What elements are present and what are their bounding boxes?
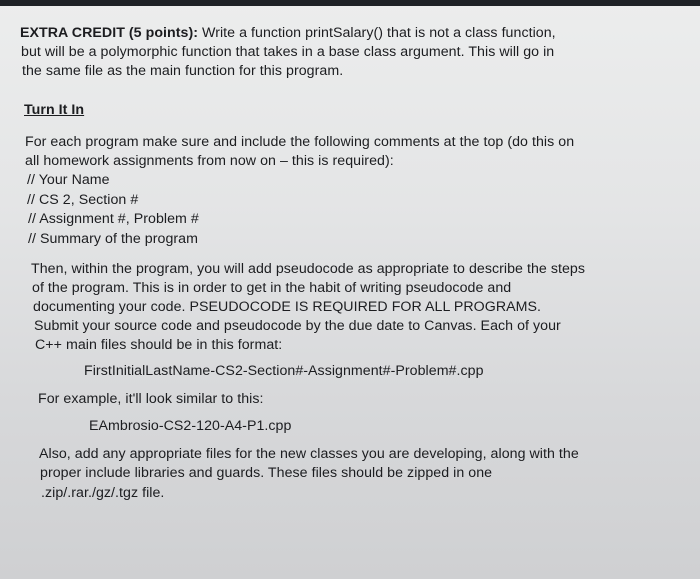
- extra-credit-line-1: [20, 24, 556, 42]
- document-page: [0, 6, 700, 579]
- filename-format: FirstInitialLastName-CS2-Section#-Assignment#-Problem#.cpp: [84, 363, 484, 379]
- pseudo-line-1: Then, within the program, you will add pseudocode as appropriate to describe the steps: [31, 261, 585, 277]
- pseudo-line-2: of the program. This is in order to get in the habit of writing pseudocode and: [32, 280, 512, 296]
- example-filename: EAmbrosio-CS2-120-A4-P1.cpp: [89, 418, 292, 434]
- extra-credit-heading: EXTRA CREDIT (5 points):: [20, 25, 199, 41]
- also-line-2: proper include libraries and guards. These files should be zipped in one: [40, 465, 493, 481]
- extra-credit-line-2: but will be a polymorphic function that takes in a base class argument. This will go in: [21, 44, 555, 60]
- extra-credit-text: Write a function printSalary() that is not a class function,: [198, 25, 556, 41]
- also-line-1: Also, add any appropriate files for the new classes you are developing, along with the: [39, 446, 579, 462]
- comment-line-section: // CS 2, Section #: [27, 192, 139, 208]
- comment-line-assignment: // Assignment #, Problem #: [28, 211, 199, 227]
- pseudo-line-3: documenting your code. PSEUDOCODE IS REQUIRED FOR ALL PROGRAMS.: [33, 299, 542, 315]
- intro-line-2: all homework assignments from now on – this is required):: [25, 153, 394, 169]
- also-line-3: .zip/.rar./gz/.tgz file.: [41, 485, 165, 501]
- extra-credit-line-3: the same file as the main function for this program.: [22, 63, 344, 79]
- pseudo-line-4: Submit your source code and pseudocode by the due date to Canvas. Each of your: [34, 318, 561, 334]
- example-intro: For example, it'll look similar to this:: [38, 391, 264, 407]
- pseudo-line-5: C++ main files should be in this format:: [35, 337, 283, 353]
- turn-it-in-heading: Turn It In: [24, 102, 85, 118]
- intro-line-1: For each program make sure and include the following comments at the top (do this on: [25, 134, 575, 150]
- comment-line-summary: // Summary of the program: [28, 231, 198, 247]
- comment-line-name: // Your Name: [27, 172, 110, 188]
